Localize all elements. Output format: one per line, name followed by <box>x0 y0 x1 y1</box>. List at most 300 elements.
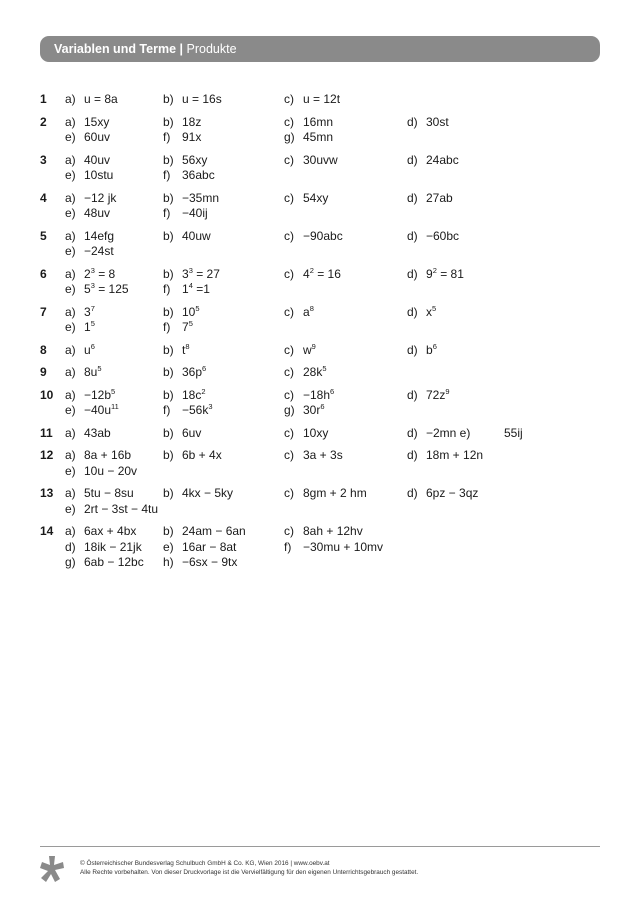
exponent: 5 <box>195 303 200 313</box>
answer-value: u = 16s <box>182 92 222 106</box>
answer-item <box>65 191 116 207</box>
answer-item <box>65 267 115 283</box>
answer-value: 24abc <box>426 152 459 167</box>
answer-label: h) <box>163 555 174 569</box>
answer-label: a) <box>65 524 76 538</box>
answer-label: e) <box>65 168 76 182</box>
answer-value: $-56k^3$ <box>182 402 213 417</box>
answer-value: 8gm + 2 hm <box>303 486 367 500</box>
answer-item <box>163 388 206 404</box>
answer-value: −60bc <box>426 228 460 243</box>
answer-row <box>40 343 600 359</box>
answer-value: $72z^9$ <box>426 386 450 402</box>
answer-value: $t^8$ <box>182 341 190 357</box>
header-separator: | <box>179 42 184 56</box>
answer-label: b) <box>163 152 174 167</box>
task-number: 6 <box>40 266 47 281</box>
answer-label: c) <box>284 387 294 402</box>
exponent: 8 <box>185 341 190 351</box>
answer-label: a) <box>65 152 76 167</box>
answer-label: a) <box>65 92 76 106</box>
answer-label: a) <box>65 266 76 281</box>
answer-value: −35mn <box>182 190 220 205</box>
task-10 <box>40 388 600 419</box>
task-number: 8 <box>40 342 47 357</box>
answer-value: $8u^5$ <box>84 364 102 379</box>
answer-item <box>163 365 206 381</box>
task-14 <box>40 524 600 571</box>
answer-item <box>65 229 114 245</box>
answer-value: 6ax + 4bx <box>84 524 137 538</box>
exponent: 2 <box>432 265 437 275</box>
answer-item <box>284 229 343 245</box>
answer-value: −12 jk <box>84 190 117 205</box>
answer-item <box>163 168 215 184</box>
exponent: 5 <box>322 364 327 373</box>
answer-label: a) <box>65 486 76 500</box>
answer-item <box>65 555 144 571</box>
answer-item <box>65 282 129 298</box>
answer-value: 6pz − 3qz <box>426 486 479 500</box>
task-number: 7 <box>40 304 47 319</box>
exponent: 5 <box>432 303 437 313</box>
answer-row <box>40 115 600 131</box>
task-12 <box>40 448 600 479</box>
answer-value: −6sx − 9tx <box>182 555 238 569</box>
exponent: 3 <box>90 265 95 275</box>
task-6 <box>40 267 600 298</box>
answer-item <box>163 448 222 464</box>
answer-item <box>284 365 327 381</box>
answer-item <box>407 191 453 207</box>
answer-label: g) <box>284 130 295 144</box>
task-number: 2 <box>40 114 47 129</box>
answer-item <box>284 305 314 321</box>
answer-label: d) <box>65 539 76 554</box>
answer-label: d) <box>407 387 418 402</box>
exponent: 6 <box>330 386 335 396</box>
answer-label: c) <box>284 486 294 500</box>
answer-row <box>40 130 600 146</box>
answer-value: 48uv <box>84 206 111 220</box>
answer-item <box>163 486 233 502</box>
answer-label: b) <box>163 266 174 281</box>
answer-row <box>40 153 600 169</box>
answer-label: e) <box>65 282 76 296</box>
answer-label: c) <box>284 425 294 440</box>
answer-item <box>284 448 343 464</box>
answer-label: g) <box>284 403 295 417</box>
answer-label: e) <box>65 320 76 334</box>
answer-label: c) <box>284 92 294 106</box>
answer-value: 18z <box>182 114 202 129</box>
answer-label: g) <box>65 555 76 569</box>
exponent: 6 <box>432 341 437 351</box>
answer-label: d) <box>407 152 418 167</box>
task-9 <box>40 365 600 381</box>
answer-item <box>284 191 328 207</box>
answer-item <box>407 426 470 442</box>
answer-value: $-12b^5$ <box>84 386 116 402</box>
answer-item <box>65 115 109 131</box>
answer-value: −2mn e) <box>426 425 471 440</box>
answer-row <box>40 244 600 260</box>
answer-item <box>65 206 110 222</box>
task-5 <box>40 229 600 260</box>
answer-row <box>40 365 600 381</box>
answer-item <box>65 168 113 184</box>
answer-item <box>65 92 118 108</box>
answer-value: $10^5$ <box>182 303 200 319</box>
answer-item <box>65 403 119 419</box>
answer-value: $w^9$ <box>303 341 316 357</box>
task-number: 1 <box>40 92 47 106</box>
answer-value: 40uv <box>84 152 111 167</box>
answer-row <box>40 229 600 245</box>
answer-item <box>407 305 436 321</box>
exponent: 5 <box>111 386 116 396</box>
answer-value: $x^5$ <box>426 303 437 319</box>
answer-item <box>407 343 437 359</box>
task-3 <box>40 153 600 184</box>
answer-label: d) <box>407 190 418 205</box>
answer-label: d) <box>407 425 418 440</box>
answer-label: a) <box>65 114 76 129</box>
answer-value: 4kx − 5ky <box>182 486 234 500</box>
task-4 <box>40 191 600 222</box>
answer-value: 6b + 4x <box>182 448 222 462</box>
answer-label: c) <box>284 190 294 205</box>
page-header <box>40 36 600 62</box>
answer-label: e) <box>163 539 174 554</box>
answer-row <box>40 267 600 283</box>
answer-label: b) <box>163 387 174 402</box>
footer-copyright <box>80 859 418 877</box>
answer-value: 24am − 6an <box>182 524 246 538</box>
answer-item <box>163 153 207 169</box>
answer-item <box>65 305 95 321</box>
answer-label: f) <box>163 403 171 417</box>
answer-label: b) <box>163 304 174 319</box>
answer-value: $3^7$ <box>84 303 95 319</box>
answer-value: $1^4 =1$ <box>182 281 210 296</box>
answer-label: e) <box>65 244 76 258</box>
task-number: 3 <box>40 152 47 167</box>
answer-value: $-18h^6$ <box>303 386 335 402</box>
answer-item <box>284 388 334 404</box>
answer-label: d) <box>407 448 418 462</box>
answer-value: 54xy <box>303 190 329 205</box>
task-number: 5 <box>40 228 47 243</box>
answer-value: 30st <box>426 114 449 129</box>
answer-value: 56xy <box>182 152 208 167</box>
answer-item <box>407 267 464 283</box>
answer-label: f) <box>163 130 171 144</box>
task-number: 12 <box>40 448 54 462</box>
answer-value: 36abc <box>182 168 215 182</box>
answer-item <box>284 130 333 146</box>
answer-item <box>407 115 449 131</box>
exponent: 5 <box>90 319 95 328</box>
exponent: 6 <box>90 341 95 351</box>
answer-value: 30uvw <box>303 152 338 167</box>
answer-item <box>65 153 110 169</box>
task-13 <box>40 486 600 517</box>
answer-value: $7^5$ <box>182 319 193 334</box>
answer-label: e) <box>65 403 76 417</box>
answer-label: c) <box>284 304 294 319</box>
answer-item <box>163 115 201 131</box>
answer-value: $-40u^{11}$ <box>84 402 119 417</box>
answer-item <box>65 388 115 404</box>
answer-label: a) <box>65 342 76 357</box>
answer-row <box>40 388 600 404</box>
answer-label: c) <box>284 365 294 379</box>
answer-label: b) <box>163 448 174 462</box>
answer-item <box>65 540 142 556</box>
answer-value: −40ij <box>182 206 208 220</box>
answer-item <box>284 426 328 442</box>
answer-row <box>40 502 600 518</box>
solutions-list <box>40 92 600 578</box>
answer-label: a) <box>65 425 76 440</box>
answer-item <box>65 426 111 442</box>
answer-label: e) <box>65 501 76 516</box>
answer-label: a) <box>65 304 76 319</box>
answer-value: −24st <box>84 244 114 258</box>
answer-value: 8a + 16b <box>84 448 132 462</box>
answer-item <box>407 448 483 464</box>
answer-item <box>65 486 134 502</box>
answer-value: $5^3 = 125$ <box>84 281 129 296</box>
answer-value: 2rt − 3st − 4tu <box>84 501 159 516</box>
answer-row <box>40 282 600 298</box>
answer-value: 3a + 3s <box>303 448 343 462</box>
exponent: 3 <box>90 281 95 290</box>
answer-row <box>40 320 600 336</box>
exponent: 8 <box>309 303 314 313</box>
answer-value: $b^6$ <box>426 341 437 357</box>
answer-value: 16mn <box>303 114 334 129</box>
answer-label: a) <box>65 190 76 205</box>
answer-label: e) <box>65 206 76 220</box>
answer-item <box>163 343 190 359</box>
answer-item <box>284 115 333 131</box>
answer-row <box>40 486 600 502</box>
answer-item <box>65 524 136 540</box>
answer-label: a) <box>65 228 76 243</box>
answer-label: b) <box>163 524 174 538</box>
exponent: 5 <box>188 319 193 328</box>
answer-label: c) <box>284 114 294 129</box>
answer-label: f) <box>163 282 171 296</box>
answer-label: b) <box>163 92 174 106</box>
answer-item <box>284 486 367 502</box>
answer-value: $28k^5$ <box>303 364 327 379</box>
answer-label: c) <box>284 448 294 462</box>
answer-label: d) <box>407 342 418 357</box>
answer-item <box>65 343 95 359</box>
answer-item <box>163 191 219 207</box>
task-number: 4 <box>40 190 47 205</box>
answer-label: a) <box>65 448 76 462</box>
exponent: 2 <box>309 265 314 275</box>
answer-value: 18ik − 21jk <box>84 539 142 554</box>
answer-value: 16ar − 8at <box>182 539 237 554</box>
answer-item <box>65 130 110 146</box>
answer-item <box>163 305 200 321</box>
oebv-star-logo-icon <box>40 856 64 882</box>
answer-row <box>40 206 600 222</box>
answer-value: −30mu + 10mv <box>303 539 384 554</box>
answer-item <box>163 282 210 298</box>
answer-row <box>40 426 600 442</box>
answer-label: b) <box>163 342 174 357</box>
task-8 <box>40 343 600 359</box>
answer-value: $a^8$ <box>303 303 314 319</box>
answer-value: $36p^6$ <box>182 364 207 379</box>
task-11 <box>40 426 600 442</box>
answer-label: a) <box>65 387 76 402</box>
answer-item <box>163 426 201 442</box>
footer-divider <box>40 846 600 847</box>
answer-label: c) <box>284 342 294 357</box>
answer-item <box>163 92 222 108</box>
answer-value: 91x <box>182 130 202 144</box>
answer-label: e) <box>65 463 76 478</box>
task-number: 11 <box>40 425 53 440</box>
answer-value: $9^2 = 81$ <box>426 265 464 281</box>
answer-value: 10stu <box>84 168 114 182</box>
answer-value: 15xy <box>84 114 110 129</box>
answer-row <box>40 403 600 419</box>
answer-value: $4^2 = 16$ <box>303 265 341 281</box>
answer-value: 6ab − 12bc <box>84 555 144 569</box>
answer-label: b) <box>163 486 174 500</box>
exponent: 5 <box>97 364 102 373</box>
answer-item <box>407 229 459 245</box>
answer-value: u = 8a <box>84 92 118 106</box>
header-title: Variablen und Terme <box>54 42 177 56</box>
task-number: 14 <box>40 524 54 538</box>
answer-value: $2^3 = 8$ <box>84 265 116 281</box>
exponent: 6 <box>202 364 207 373</box>
answer-value: 5tu − 8su <box>84 486 134 500</box>
answer-item <box>284 267 341 283</box>
answer-label: c) <box>284 152 294 167</box>
answer-value: 10u − 20v <box>84 463 138 478</box>
answer-value: $u^6$ <box>84 341 95 357</box>
answer-value: 45mn <box>303 130 334 144</box>
answer-item <box>65 320 95 336</box>
answer-item <box>407 388 450 404</box>
answer-row <box>40 92 600 108</box>
answer-value: 10xy <box>303 425 329 440</box>
answer-value: $18c^2$ <box>182 386 206 402</box>
answer-label: b) <box>163 228 174 243</box>
answer-label: b) <box>163 190 174 205</box>
answer-item <box>163 320 193 336</box>
answer-value: 18m + 12n <box>426 448 484 462</box>
answer-label: f) <box>163 206 171 220</box>
answer-label: f) <box>284 539 292 554</box>
answer-row <box>40 524 600 540</box>
answer-value: −90abc <box>303 228 343 243</box>
answer-item <box>284 343 316 359</box>
answer-item <box>65 502 158 518</box>
footer-line-1: © Österreichischer Bundesverlag Schulbuch GmbH & Co. KG, Wien 2016 | www.oebv.at <box>80 860 330 867</box>
answer-value: 60uv <box>84 130 111 144</box>
header-subtitle: Produkte <box>186 42 237 56</box>
answer-item <box>163 555 237 571</box>
answer-item <box>163 524 246 540</box>
answer-item <box>163 206 208 222</box>
answer-item <box>65 365 102 381</box>
answer-item <box>284 92 340 108</box>
exponent: 3 <box>188 265 193 275</box>
answer-item <box>407 486 478 502</box>
exponent: 9 <box>311 341 316 351</box>
answer-row <box>40 464 600 480</box>
answer-item <box>163 229 211 245</box>
exponent: 4 <box>188 281 193 290</box>
exponent: 11 <box>111 402 119 411</box>
answer-label: a) <box>65 365 76 379</box>
answer-value: 43ab <box>84 425 111 440</box>
answer-item <box>163 130 201 146</box>
answer-item <box>65 464 137 480</box>
answer-value: 27ab <box>426 190 453 205</box>
exponent: 6 <box>320 402 325 411</box>
answer-label: b) <box>163 114 174 129</box>
exponent: 3 <box>208 402 213 411</box>
answer-label: d) <box>407 228 418 243</box>
task-2 <box>40 115 600 146</box>
answer-item <box>284 403 325 419</box>
answer-item <box>284 540 383 556</box>
answer-value: 55ij <box>504 425 523 440</box>
answer-label: d) <box>407 486 418 500</box>
task-7 <box>40 305 600 336</box>
exponent: 7 <box>90 303 95 313</box>
answer-label: b) <box>163 365 174 379</box>
answer-item <box>163 403 213 419</box>
answer-item <box>407 153 459 169</box>
answer-value: $30r^6$ <box>303 402 325 417</box>
answer-label: d) <box>407 266 418 281</box>
exponent: 9 <box>445 386 450 396</box>
answer-label: c) <box>284 266 294 281</box>
answer-value: u = 12t <box>303 92 341 106</box>
footer-line-2: Alle Rechte vorbehalten. Von dieser Druckvorlage ist die Vervielfältigung für den eigenen Unterrichtsgebrauch gestattet. <box>80 869 419 876</box>
answer-label: f) <box>163 320 171 334</box>
answer-label: e) <box>65 130 76 144</box>
task-number: 10 <box>40 387 54 402</box>
task-number: 13 <box>40 486 54 500</box>
answer-row <box>40 191 600 207</box>
answer-label: c) <box>284 524 294 538</box>
answer-label: d) <box>407 304 418 319</box>
answer-value: $1^5$ <box>84 319 95 334</box>
answer-label: d) <box>407 114 418 129</box>
answer-row <box>40 448 600 464</box>
answer-label: b) <box>163 425 174 440</box>
answer-item <box>163 267 220 283</box>
task-number: 9 <box>40 365 47 379</box>
answer-value: 8ah + 12hv <box>303 524 363 538</box>
task-1 <box>40 92 600 108</box>
answer-item <box>284 153 338 169</box>
